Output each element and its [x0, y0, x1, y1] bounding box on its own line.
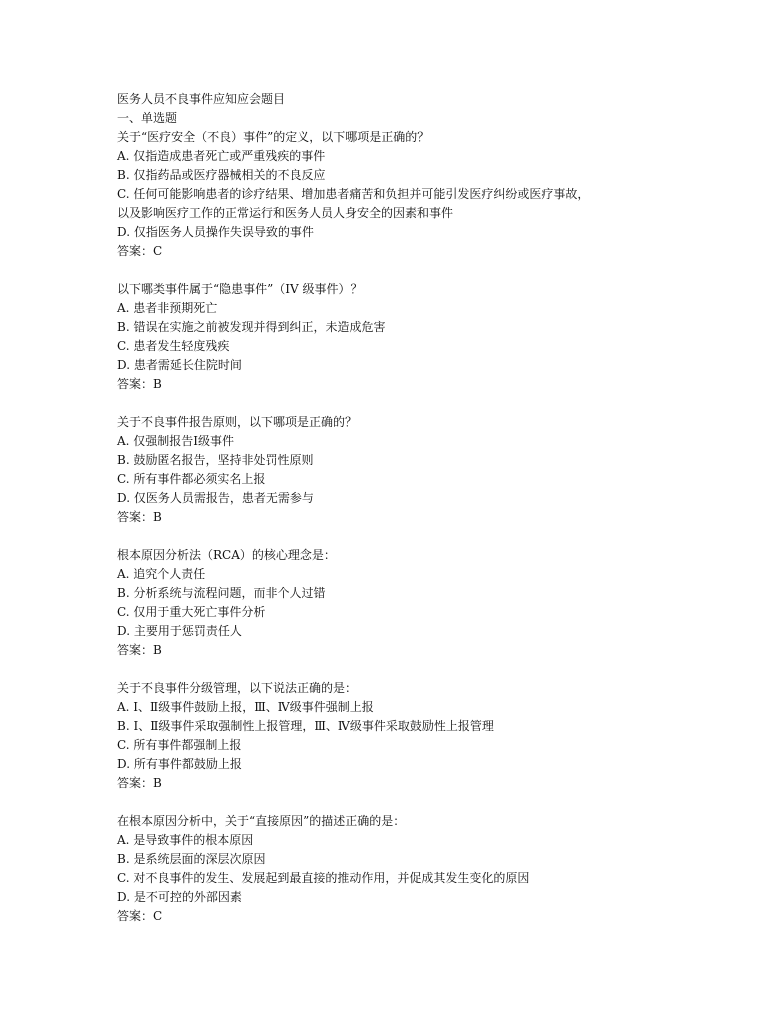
- option-line: A. 追究个人责任: [117, 567, 206, 581]
- document-page: [117, 90, 737, 926]
- answer-line: 答案：B: [117, 776, 162, 790]
- question-text: 以下哪类事件属于“隐患事件”（IV 级事件）？: [117, 282, 363, 296]
- question-text: 关于不良事件报告原则，以下哪项是正确的？: [117, 415, 358, 429]
- question-text: 在根本原因分析中，关于“直接原因”的描述正确的是：: [117, 814, 406, 828]
- answer-line: 答案：B: [117, 510, 162, 524]
- section-heading: 一、单选题: [117, 111, 178, 125]
- option-line: C. 仅用于重大死亡事件分析: [117, 605, 266, 619]
- answer-line: 答案：C: [117, 909, 163, 923]
- question-block: [117, 546, 737, 660]
- option-line: D. 是不可控的外部因素: [117, 890, 242, 904]
- option-line: A. 患者非预期死亡: [117, 301, 218, 315]
- option-line: B. 分析系统与流程问题，而非个人过错: [117, 586, 326, 600]
- option-line: C. 患者发生轻度残疾: [117, 339, 230, 353]
- option-line: A. 仅指造成患者死亡或严重残疾的事件: [117, 149, 326, 163]
- option-line: B. 仅指药品或医疗器械相关的不良反应: [117, 168, 326, 182]
- option-line: B. 错误在实施之前被发现并得到纠正，未造成危害: [117, 320, 386, 334]
- question-block: [117, 812, 737, 926]
- option-line: B. 鼓励匿名报告，坚持非处罚性原则: [117, 453, 314, 467]
- question-text: 关于“医疗安全（不良）事件”的定义，以下哪项是正确的？: [117, 130, 430, 144]
- answer-line: 答案：B: [117, 643, 162, 657]
- question-block: [117, 679, 737, 793]
- question-text: 关于不良事件分级管理，以下说法正确的是：: [117, 681, 358, 695]
- option-line: C. 所有事件都必须实名上报: [117, 472, 266, 486]
- question-block: [117, 280, 737, 394]
- question-block: [117, 413, 737, 527]
- option-line: A. 仅强制报告Ⅰ级事件: [117, 434, 235, 448]
- option-line: A. Ⅰ、Ⅱ级事件鼓励上报，Ⅲ、Ⅳ级事件强制上报: [117, 700, 374, 714]
- option-line: D. 所有事件都鼓励上报: [117, 757, 242, 771]
- question-text: 根本原因分析法（RCA）的核心理念是：: [117, 548, 336, 562]
- option-line: 以及影响医疗工作的正常运行和医务人员人身安全的因素和事件: [117, 206, 454, 220]
- option-line: C. 对不良事件的发生、发展起到最直接的推动作用，并促成其发生变化的原因: [117, 871, 530, 885]
- option-line: D. 患者需延长住院时间: [117, 358, 242, 372]
- answer-line: 答案：B: [117, 377, 162, 391]
- option-line: C. 任何可能影响患者的诊疗结果、增加患者痛苦和负担并可能引发医疗纠纷或医疗事故，: [117, 187, 590, 201]
- answer-line: 答案：C: [117, 244, 163, 258]
- option-line: B. Ⅰ、Ⅱ级事件采取强制性上报管理，Ⅲ、Ⅳ级事件采取鼓励性上报管理: [117, 719, 494, 733]
- document-title: 医务人员不良事件应知应会题目: [117, 92, 286, 106]
- option-line: B. 是系统层面的深层次原因: [117, 852, 266, 866]
- option-line: C. 所有事件都强制上报: [117, 738, 242, 752]
- option-line: D. 主要用于惩罚责任人: [117, 624, 242, 638]
- option-line: D. 仅医务人员需报告，患者无需参与: [117, 491, 314, 505]
- question-block: [117, 128, 737, 261]
- option-line: D. 仅指医务人员操作失误导致的事件: [117, 225, 314, 239]
- option-line: A. 是导致事件的根本原因: [117, 833, 254, 847]
